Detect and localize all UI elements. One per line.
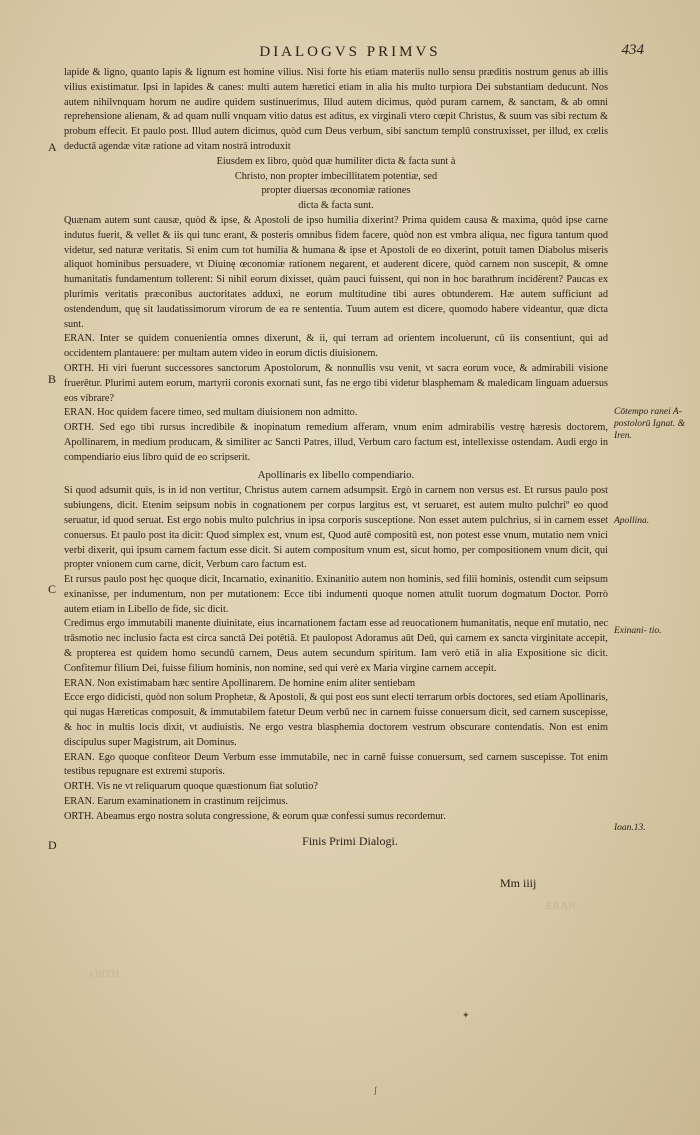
heading-line-2: Christo, non propter imbecillitatem potentiæ, sed	[234, 170, 438, 182]
section-letter-c: C	[48, 582, 57, 596]
margin-note-contemporanei: Cōtempo ranei A- postolorū Ignat. & Iren.	[614, 407, 685, 441]
paragraph-5: ERAN. Hoc quidem facere timeo, sed multam diuisionem non admitto.	[64, 407, 358, 419]
main-text-block	[64, 66, 608, 825]
paragraph-4: ORTH. Hi viri fuerunt successores sanctorum Apostolorum, & nonnullis vsu venit, vt sacra eorum voce, & admirabili visione fruerētur. Plurimi autem eorum, martyrii coronis exornati sunt, fas ne ergo tibi videtur blasphemam & maledicam linguam aduersus eos vibrare?	[64, 362, 608, 404]
heading-line-1: Eiusdem ex libro, quòd quæ humiliter dicta & facta sunt à	[216, 155, 456, 167]
paragraph-9: Credimus ergo immutabili manente diuinitate, eius incarnationem factam esse ad reuocationem humanitatis, neque enī mutatio, nec trāsmotio nec inclusio facta est circa sanctā Dei potētiā. Et paulopost Adoramus aūt Deū, qui carnem ex sancta virginitate accepit, & propterea est quidem homo secundū carnem, Deus autem secundum spiritum. Iam verò etiā in alia Expositione sic dicit. Confitemur filium Dei, fuisse filium hominis, non nomine, sed qui verè ex Maria virgine carnem accepit.	[64, 618, 608, 674]
paragraph-11: Ecce ergo didicisti, quòd non solum Prophetæ, & Apostoli, & qui post eos sunt electi terrarum orbis doctores, sed etiam Apollinaris, qui nugas Hæreticas composuit, & immutabilem fatetur Deum verbū nec in carnem fuisse conuersum dicit, sed carnem suscepisse, & hoc in multis locis dixit, vt audiuistis. Ne ergo vestra blasphemia doctorem vestrum obscurare contendatis. Non est enim discipulus super Magistrum, ait Dominus.	[64, 692, 608, 748]
paragraph-14: ERAN. Earum examinationem in crastinum reijcimus.	[64, 796, 288, 808]
margin-note-ioan: Ioan.13.	[614, 823, 646, 833]
paragraph-10: ERAN. Non existimabam hæc sentire Apollinarem. De homine enim aliter sentiebam	[64, 677, 416, 689]
paragraph-8: Et rursus paulo post hęc quoque dicit, Incarnatio, exinanitio. Exinanitio autem non hominis, sed filii hominis, ostendit cum seipsum exinanisse, per indumentum, non per mutationem: Ecce tibi indumenti quoque nomen attulit tuorum dogmatum Doctor. Porrò autem etiam in Libello de fide, sic dicit.	[64, 574, 608, 615]
paragraph-13: ORTH. Vis ne vt reliquarum quoque quæstionum fiat solutio?	[64, 781, 318, 793]
margin-note-apollinaris: Apollina.	[614, 516, 650, 526]
paragraph-1: lapide & ligno, quanto lapis & lignum est homine vilius. Nisi forte his etiam materiis nullo sensu præditis nostrum genus ab illis vilius existimatur. Ipsi in lapides & canes: multi autem hæretici etiam in alia his multo turpiora Dei substantiam deducunt. Nos autem nihilvnquam horum ne audire quidem sustinuerimus, Illud autem dicimus, quòd puram carnem, & sanctam, & ab omni reprehensione alienam, & ad quam nulli vnquam vitio datus est aditus, ex virginali vtero cœpit Christus, & suum vas sibi rectum & probum effecit. Et paulo post. Illud autem dicimus, quòd cum Deus verbum, sibi sanctum templū construxisset, per illud, ex cœlis deductā agendæ vitæ ratione ad vitam nostrā introduxit	[64, 67, 608, 152]
finis-line: Finis Primi Dialogi.	[302, 834, 398, 848]
paragraph-6: ORTH. Sed ego tibi rursus incredibile & inopinatum remedium afferam, vnum enim admirabilis vestrę hæresis doctorem, Apollinarem, in medium producam, & similiter ac Sancti Patres, illud, Verbum caro factum est, intellexisse ostendam. Audi ergo in compendiario eius libro quid de eo scripserit.	[64, 422, 608, 463]
paragraph-3: ERAN. Inter se quidem conuenientia omnes dixerunt, & ii, qui terram ad orientem incoluerunt, cū iis consentiunt, qui ad occidentem plantauere: per multam autem video in eorum dictis diuisionem.	[64, 333, 608, 360]
paragraph-12: ERAN. Ego quoque confiteor Deum Verbum esse immutabile, nec in carnē fuisse conuersum, sed carnem suscepisse. Tot enim testibus repugnare est extremi stuporis.	[64, 751, 608, 778]
bleed-through-text-2: ERAN.	[546, 900, 579, 912]
paragraph-15: ORTH. Abeamus ergo nostra soluta congressione, & eorum quæ confessi sumus recordemur.	[64, 810, 446, 822]
running-title: DIALOGVS PRIMVS	[259, 44, 441, 60]
paragraph-2: Quænam autem sunt causæ, quòd & ipse, & Apostoli de ipso humilia dixerint? Prima quidem causa & maxima, quòd ipse carne indutus fuerit, & vellet & iis qui tunc erant, & posteris omnibus fidem facere, quòd non est vmbra aliqua, nec figura tantum quod videtur, sed naturæ veritatis. Si enim cum tot humilia & humana & ipse et Apostoli de eo dixerint, potuit tamen Diabolus miseris aliquot hominibus persuadere, vt Diuinę œconomiæ rationem negarent, et auderent dicere, quòd carnem non suscepit, & omne humanitatis fundamentum tollerent: Si nihil eorum dixisset, quàm pauci fuissent, qui non in hoc barathrum incidërent? Paucas ex plurimis veritatis præconibus auctoritates adduxi, ne eorum multitudine tibi aures obtunderem. Hæ autem sufficiunt ad ostendendum, quę sit laudatissimorum virorum de ea re sententia. Tuum autem est dicere, quomodo habere videantur, quæ dicta sunt.	[64, 214, 608, 330]
margin-note-exinanitio: Exinani- tio.	[614, 626, 662, 636]
heading-line-4: dicta & facta sunt.	[298, 200, 374, 212]
heading-line-3: propter diuersas œconomiæ rationes	[261, 185, 411, 197]
catchword: Mm iiij	[500, 876, 537, 890]
ink-mark: ✦	[462, 1010, 470, 1020]
bleed-through-text-1: ORTH.	[90, 968, 123, 980]
folio-number: 434	[621, 42, 644, 58]
paragraph-7: Si quod adsumit quis, is in id non vertitur, Christus autem carnem adsumpsit. Ergò in carnem non versus est. Et rursus paulo post subiungens, dicit. Etenim seipsum nobis in cognationem per corpus largitus est, vt seruaret, est autem multo pulchriº eo quod seruatur, id quod seruat. Est ergo nobis multo pulchrius in ipsa corporis susceptione. Non esset autem pulchrius, si in carnem esset conuersus. Et paulo post ita dicit: Quod simplex est, vnum est, Quod autē compositū est, non potest esse vnum, mutatio nem vnici verbi dixerit, qui ipsum carnem factum esse dicit. Si autem compositum vnum est, sicut homo, per compositionem vnum dicit, qui propter vnionem cum carne, dicit, Verbum caro factum est.	[64, 485, 608, 571]
subheading-apollinaris: Apollinaris ex libello compendiario.	[257, 468, 415, 481]
section-letter-b: B	[48, 372, 57, 386]
section-letter-a: A	[48, 140, 57, 154]
ink-mark: ʃ	[374, 1085, 377, 1095]
section-letter-d: D	[48, 838, 57, 852]
